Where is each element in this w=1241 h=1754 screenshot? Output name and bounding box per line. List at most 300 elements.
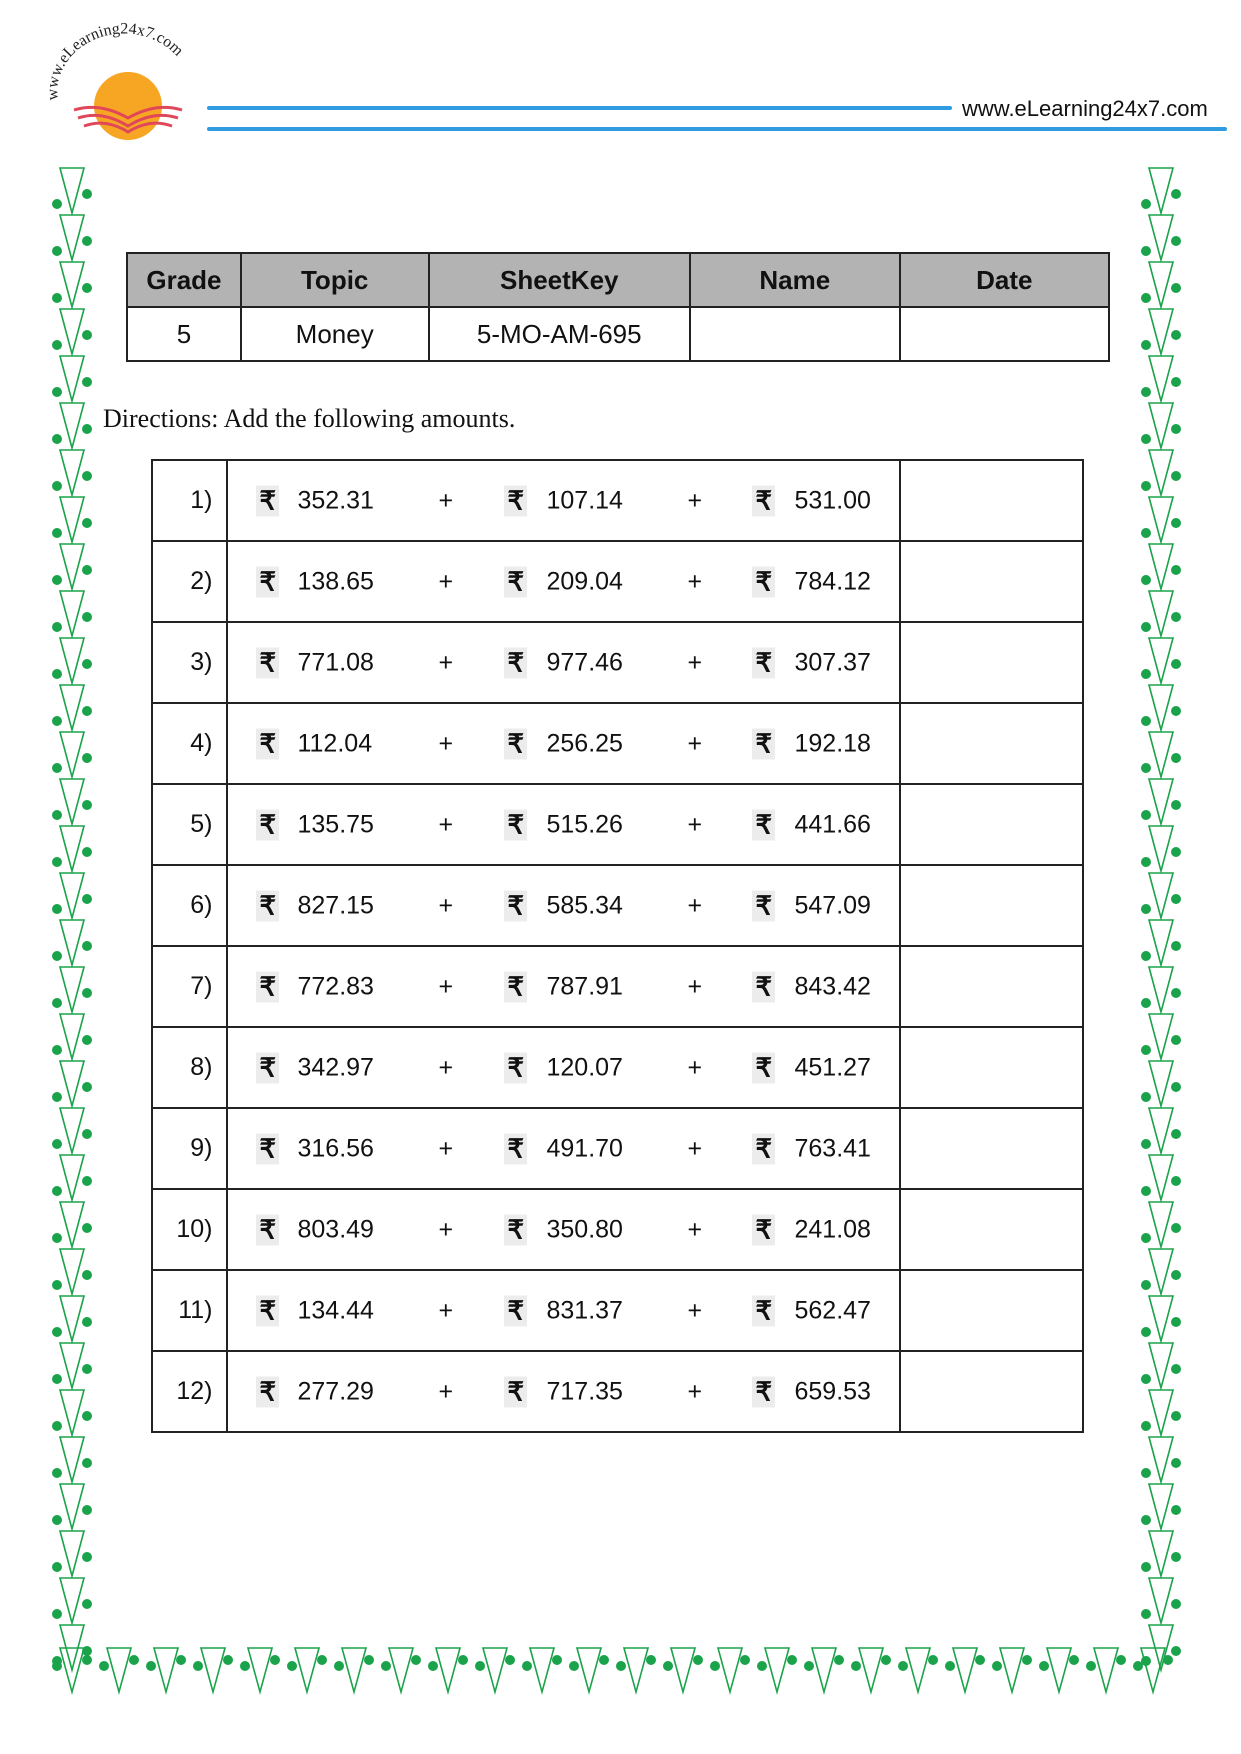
info-table xyxy=(126,252,1110,362)
border-triangle xyxy=(1149,920,1173,965)
problem-number: 11) xyxy=(152,1270,227,1351)
answer-field[interactable] xyxy=(900,541,1083,622)
problem-number: 2) xyxy=(152,541,227,622)
border-dot xyxy=(522,1661,532,1671)
rupee-symbol: ₹ xyxy=(256,1133,279,1164)
border-dot xyxy=(1171,1317,1181,1327)
rupee-symbol: ₹ xyxy=(504,971,527,1002)
amount-c: 241.08 xyxy=(794,1215,871,1243)
border-triangle xyxy=(60,779,84,824)
border-dot xyxy=(52,246,62,256)
border-triangle xyxy=(1149,215,1173,260)
border-triangle xyxy=(483,1648,507,1692)
border-triangle xyxy=(60,1343,84,1388)
answer-field[interactable] xyxy=(900,784,1083,865)
border-triangle xyxy=(530,1648,554,1692)
info-value-row xyxy=(127,307,1109,361)
border-dot xyxy=(240,1661,250,1671)
border-triangle xyxy=(295,1648,319,1692)
border-dot xyxy=(1141,1233,1151,1243)
problem-number: 4) xyxy=(152,703,227,784)
plus-sign: + xyxy=(438,1215,454,1243)
border-dot xyxy=(52,199,62,209)
border-dot xyxy=(1141,575,1151,585)
border-triangle xyxy=(1149,1390,1173,1435)
border-dot xyxy=(82,988,92,998)
border-triangle xyxy=(60,215,84,260)
plus-sign: + xyxy=(687,1134,703,1162)
rupee-symbol: ₹ xyxy=(752,1295,775,1326)
border-dot xyxy=(1171,1646,1181,1656)
problem-row xyxy=(152,703,1083,784)
border-dot xyxy=(52,622,62,632)
border-triangle xyxy=(1149,1296,1173,1341)
border-triangle xyxy=(60,544,84,589)
border-dot xyxy=(1171,1223,1181,1233)
border-dot xyxy=(82,1458,92,1468)
border-dot xyxy=(1141,857,1151,867)
border-triangle xyxy=(60,168,84,213)
border-triangle xyxy=(1149,1484,1173,1529)
border-triangle xyxy=(1149,1249,1173,1294)
answer-field[interactable] xyxy=(900,946,1083,1027)
border-dot xyxy=(646,1655,656,1665)
border-triangle xyxy=(60,1484,84,1529)
border-dot xyxy=(1141,716,1151,726)
border-dot xyxy=(1171,1458,1181,1468)
amount-a: 342.97 xyxy=(297,1053,374,1081)
border-dot xyxy=(1171,236,1181,246)
border-dot xyxy=(82,1129,92,1139)
border-triangle xyxy=(1149,544,1173,589)
border-dot xyxy=(1022,1655,1032,1665)
border-dot xyxy=(1116,1655,1126,1665)
date-field[interactable] xyxy=(900,307,1109,361)
amount-c: 784.12 xyxy=(794,567,871,595)
border-dot xyxy=(1171,1176,1181,1186)
problem-number: 7) xyxy=(152,946,227,1027)
rupee-symbol: ₹ xyxy=(504,1214,527,1245)
border-dot xyxy=(1141,1468,1151,1478)
border-triangle xyxy=(1149,826,1173,871)
border-dot xyxy=(1141,622,1151,632)
amount-a: 352.31 xyxy=(297,486,374,514)
border-triangle xyxy=(60,920,84,965)
border-triangle xyxy=(60,1296,84,1341)
rupee-symbol: ₹ xyxy=(752,728,775,759)
border-triangle xyxy=(1149,262,1173,307)
border-dot xyxy=(1171,330,1181,340)
problem-number: 5) xyxy=(152,784,227,865)
amount-b: 787.91 xyxy=(546,972,623,1000)
border-triangle xyxy=(436,1648,460,1692)
border-dot xyxy=(1141,1139,1151,1149)
border-dot xyxy=(1171,518,1181,528)
border-dot xyxy=(1171,471,1181,481)
rupee-symbol: ₹ xyxy=(256,485,279,516)
border-dot xyxy=(82,1505,92,1515)
border-dot xyxy=(458,1655,468,1665)
rupee-symbol: ₹ xyxy=(504,485,527,516)
answer-field[interactable] xyxy=(900,1108,1083,1189)
border-dot xyxy=(1141,528,1151,538)
border-dot xyxy=(787,1655,797,1665)
amount-c: 659.53 xyxy=(794,1377,871,1405)
plus-sign: + xyxy=(438,648,454,676)
border-dot xyxy=(52,904,62,914)
rupee-symbol: ₹ xyxy=(752,809,775,840)
border-dot xyxy=(364,1655,374,1665)
border-dot xyxy=(1171,706,1181,716)
border-triangle xyxy=(1149,1014,1173,1059)
border-dot xyxy=(82,1317,92,1327)
border-dot xyxy=(82,189,92,199)
border-dot xyxy=(146,1661,156,1671)
border-dot xyxy=(52,716,62,726)
grade-header: Grade xyxy=(127,253,241,307)
border-dot xyxy=(881,1655,891,1665)
border-triangle xyxy=(60,1155,84,1200)
border-triangle xyxy=(154,1648,178,1692)
border-dot xyxy=(52,763,62,773)
border-dot xyxy=(1141,1515,1151,1525)
border-triangle xyxy=(1149,450,1173,495)
border-dot xyxy=(82,1270,92,1280)
amount-c: 307.37 xyxy=(794,648,871,676)
border-dot xyxy=(1171,565,1181,575)
border-dot xyxy=(52,1515,62,1525)
border-triangle xyxy=(342,1648,366,1692)
plus-sign: + xyxy=(687,810,703,838)
name-header: Name xyxy=(690,253,900,307)
amount-b: 717.35 xyxy=(546,1377,623,1405)
border-triangle xyxy=(1094,1648,1118,1692)
plus-sign: + xyxy=(687,972,703,1000)
amount-c: 763.41 xyxy=(794,1134,871,1162)
problem-number: 3) xyxy=(152,622,227,703)
border-triangle xyxy=(60,591,84,636)
border-dot xyxy=(82,424,92,434)
problem-number: 9) xyxy=(152,1108,227,1189)
border-dot xyxy=(1171,1082,1181,1092)
border-triangle xyxy=(1149,591,1173,636)
border-dot xyxy=(616,1661,626,1671)
rupee-symbol: ₹ xyxy=(256,728,279,759)
border-dot xyxy=(52,1661,62,1671)
border-dot xyxy=(428,1661,438,1671)
border-dot xyxy=(82,518,92,528)
border-triangle xyxy=(906,1648,930,1692)
problem-expression xyxy=(227,1108,899,1189)
amount-a: 277.29 xyxy=(297,1377,374,1405)
border-triangle xyxy=(1149,1531,1173,1576)
rupee-symbol: ₹ xyxy=(256,566,279,597)
amount-c: 843.42 xyxy=(794,972,871,1000)
border-triangle xyxy=(60,309,84,354)
problems-table xyxy=(151,459,1084,1433)
border-dot xyxy=(52,1327,62,1337)
border-dot xyxy=(334,1661,344,1671)
border-triangle xyxy=(1149,168,1173,213)
border-dot xyxy=(82,894,92,904)
rupee-symbol: ₹ xyxy=(504,566,527,597)
border-dot xyxy=(1141,1092,1151,1102)
border-dot xyxy=(82,565,92,575)
rupee-symbol: ₹ xyxy=(504,728,527,759)
rupee-symbol: ₹ xyxy=(752,566,775,597)
border-dot xyxy=(1171,659,1181,669)
rupee-symbol: ₹ xyxy=(256,647,279,678)
rupee-symbol: ₹ xyxy=(752,1133,775,1164)
border-dot xyxy=(1171,1129,1181,1139)
border-dot xyxy=(1171,941,1181,951)
border-triangle xyxy=(859,1648,883,1692)
rupee-symbol: ₹ xyxy=(256,1214,279,1245)
border-triangle xyxy=(60,1437,84,1482)
answer-field[interactable] xyxy=(900,1189,1083,1270)
rupee-symbol: ₹ xyxy=(504,890,527,921)
border-dot xyxy=(1171,377,1181,387)
border-dot xyxy=(52,1609,62,1619)
border-dot xyxy=(1141,1045,1151,1055)
answer-field[interactable] xyxy=(900,703,1083,784)
border-dot xyxy=(176,1655,186,1665)
border-dot xyxy=(99,1661,109,1671)
problem-row xyxy=(152,784,1083,865)
border-dot xyxy=(52,1233,62,1243)
border-triangle xyxy=(60,873,84,918)
rupee-symbol: ₹ xyxy=(504,809,527,840)
answer-field[interactable] xyxy=(900,622,1083,703)
border-dot xyxy=(552,1655,562,1665)
border-dot xyxy=(1171,283,1181,293)
amount-c: 547.09 xyxy=(794,891,871,919)
border-dot xyxy=(82,1082,92,1092)
border-dot xyxy=(1069,1655,1079,1665)
grade-value: 5 xyxy=(127,307,241,361)
rupee-symbol: ₹ xyxy=(752,1214,775,1245)
border-triangle xyxy=(60,403,84,448)
border-dot xyxy=(1171,1552,1181,1562)
border-dot xyxy=(82,1655,92,1665)
border-triangle xyxy=(60,1578,84,1623)
border-dot xyxy=(1163,1655,1173,1665)
problem-expression xyxy=(227,1351,899,1432)
border-triangle xyxy=(60,1390,84,1435)
rupee-symbol: ₹ xyxy=(256,809,279,840)
border-dot xyxy=(1171,189,1181,199)
border-triangle xyxy=(1149,403,1173,448)
border-dot xyxy=(1141,246,1151,256)
border-triangle xyxy=(1149,1343,1173,1388)
answer-field[interactable] xyxy=(900,1027,1083,1108)
border-dot xyxy=(82,1599,92,1609)
problem-expression xyxy=(227,784,899,865)
rupee-symbol: ₹ xyxy=(752,890,775,921)
border-dot xyxy=(82,377,92,387)
plus-sign: + xyxy=(438,1377,454,1405)
rupee-symbol: ₹ xyxy=(752,1052,775,1083)
border-dot xyxy=(82,941,92,951)
sheetkey-header: SheetKey xyxy=(429,253,691,307)
amount-a: 135.75 xyxy=(297,810,374,838)
border-triangle xyxy=(812,1648,836,1692)
border-triangle xyxy=(718,1648,742,1692)
answer-field[interactable] xyxy=(900,1351,1083,1432)
border-dot xyxy=(1141,1609,1151,1619)
border-dot xyxy=(1141,481,1151,491)
amount-a: 827.15 xyxy=(297,891,374,919)
border-dot xyxy=(82,283,92,293)
border-dot xyxy=(52,293,62,303)
plus-sign: + xyxy=(438,891,454,919)
answer-field[interactable] xyxy=(900,1270,1083,1351)
border-triangle xyxy=(60,732,84,777)
border-dot xyxy=(757,1661,767,1671)
border-triangle xyxy=(60,497,84,542)
problem-expression xyxy=(227,946,899,1027)
border-dot xyxy=(569,1661,579,1671)
problem-expression xyxy=(227,703,899,784)
border-dot xyxy=(928,1655,938,1665)
plus-sign: + xyxy=(687,1215,703,1243)
border-dot xyxy=(1086,1661,1096,1671)
logo-text: www.eLearning24x7.com xyxy=(44,22,187,101)
plus-sign: + xyxy=(687,567,703,595)
border-dot xyxy=(1171,988,1181,998)
rupee-symbol: ₹ xyxy=(752,971,775,1002)
problem-number: 1) xyxy=(152,460,227,541)
rupee-symbol: ₹ xyxy=(256,1376,279,1407)
plus-sign: + xyxy=(687,486,703,514)
border-triangle xyxy=(765,1648,789,1692)
border-dot xyxy=(851,1661,861,1671)
border-dot xyxy=(82,753,92,763)
border-dot xyxy=(287,1661,297,1671)
plus-sign: + xyxy=(687,1053,703,1081)
amount-a: 771.08 xyxy=(297,648,374,676)
border-dot xyxy=(411,1655,421,1665)
amount-b: 977.46 xyxy=(546,648,623,676)
border-dot xyxy=(52,1468,62,1478)
border-dot xyxy=(1141,434,1151,444)
problem-number: 6) xyxy=(152,865,227,946)
border-dot xyxy=(82,847,92,857)
rupee-symbol: ₹ xyxy=(256,890,279,921)
problem-row xyxy=(152,1270,1083,1351)
border-dot xyxy=(82,236,92,246)
border-dot xyxy=(129,1655,139,1665)
border-triangle xyxy=(60,685,84,730)
border-dot xyxy=(1171,894,1181,904)
border-dot xyxy=(52,1562,62,1572)
border-triangle xyxy=(1149,1108,1173,1153)
border-triangle xyxy=(1047,1648,1071,1692)
plus-sign: + xyxy=(438,729,454,757)
border-triangle xyxy=(60,967,84,1012)
border-dot xyxy=(1141,1374,1151,1384)
border-triangle xyxy=(1000,1648,1024,1692)
border-dot xyxy=(505,1655,515,1665)
plus-sign: + xyxy=(687,729,703,757)
border-dot xyxy=(1141,763,1151,773)
border-triangle xyxy=(1149,1202,1173,1247)
border-dot xyxy=(663,1661,673,1671)
border-triangle xyxy=(624,1648,648,1692)
border-dot xyxy=(82,612,92,622)
answer-field[interactable] xyxy=(900,460,1083,541)
plus-sign: + xyxy=(438,972,454,1000)
border-dot xyxy=(317,1655,327,1665)
border-dot xyxy=(1171,1505,1181,1515)
plus-sign: + xyxy=(438,567,454,595)
border-dot xyxy=(52,1280,62,1290)
border-triangle xyxy=(1149,1578,1173,1623)
plus-sign: + xyxy=(687,1377,703,1405)
amount-a: 772.83 xyxy=(297,972,374,1000)
amount-a: 112.04 xyxy=(297,729,373,757)
rupee-symbol: ₹ xyxy=(256,1052,279,1083)
amount-b: 120.07 xyxy=(546,1053,623,1081)
border-dot xyxy=(1171,424,1181,434)
border-dot xyxy=(52,951,62,961)
border-dot xyxy=(1171,753,1181,763)
rupee-symbol: ₹ xyxy=(504,647,527,678)
problem-expression xyxy=(227,541,899,622)
border-dot xyxy=(1171,1364,1181,1374)
info-header-row xyxy=(127,253,1109,307)
border-triangle xyxy=(60,262,84,307)
border-triangle xyxy=(1149,356,1173,401)
amount-a: 803.49 xyxy=(297,1215,374,1243)
border-triangle xyxy=(389,1648,413,1692)
problem-number: 12) xyxy=(152,1351,227,1432)
problem-row xyxy=(152,460,1083,541)
amount-a: 138.65 xyxy=(297,567,374,595)
problem-row xyxy=(152,946,1083,1027)
problem-expression xyxy=(227,460,899,541)
border-dot xyxy=(1141,1562,1151,1572)
rupee-symbol: ₹ xyxy=(256,1295,279,1326)
border-triangle xyxy=(1149,638,1173,683)
border-dot xyxy=(82,1364,92,1374)
problem-expression xyxy=(227,1027,899,1108)
amount-c: 441.66 xyxy=(794,810,871,838)
border-dot xyxy=(1171,800,1181,810)
border-dot xyxy=(52,669,62,679)
border-dot xyxy=(1141,293,1151,303)
plus-sign: + xyxy=(438,810,454,838)
amount-b: 515.26 xyxy=(546,810,623,838)
rupee-symbol: ₹ xyxy=(752,485,775,516)
border-dot xyxy=(1171,612,1181,622)
name-field[interactable] xyxy=(690,307,900,361)
answer-field[interactable] xyxy=(900,865,1083,946)
border-dot xyxy=(82,1176,92,1186)
problem-row xyxy=(152,1108,1083,1189)
date-header: Date xyxy=(900,253,1109,307)
topic-value: Money xyxy=(241,307,429,361)
border-triangle xyxy=(1149,1155,1173,1200)
border-dot xyxy=(1133,1661,1143,1671)
border-dot xyxy=(945,1661,955,1671)
border-dot xyxy=(52,1421,62,1431)
border-dot xyxy=(52,340,62,350)
border-triangle xyxy=(671,1648,695,1692)
border-dot xyxy=(1171,1270,1181,1280)
border-dot xyxy=(82,800,92,810)
problem-row xyxy=(152,622,1083,703)
